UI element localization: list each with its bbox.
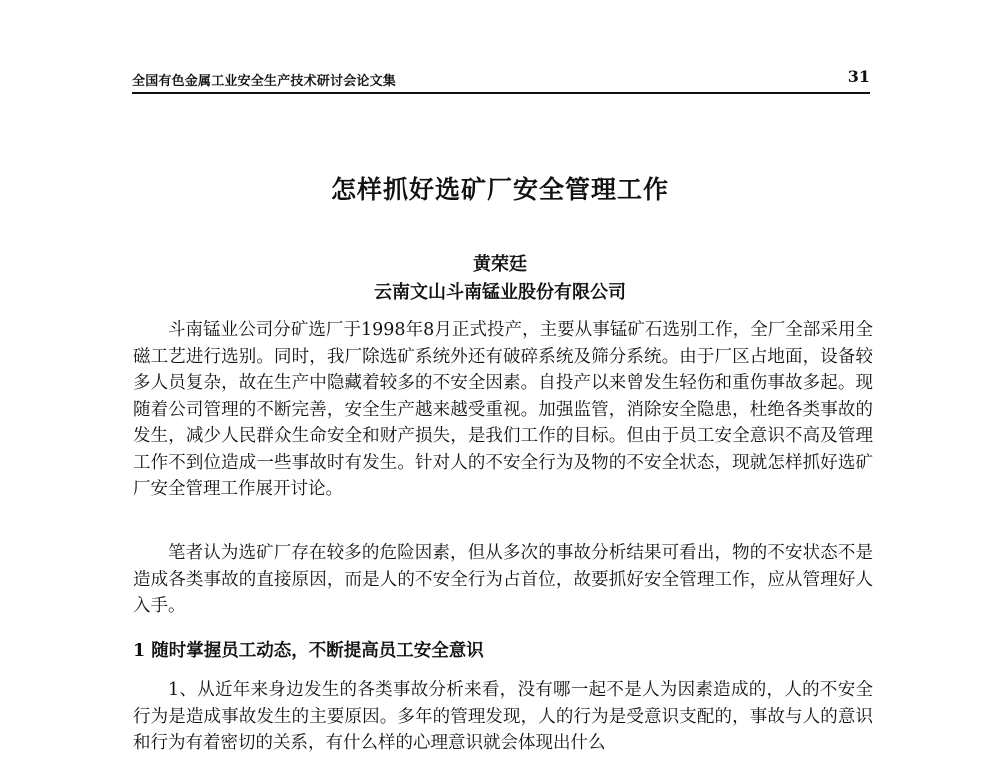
body-paragraph-intro: 斗南锰业公司分矿选厂于1998年8月正式投产，主要从事锰矿石选别工作，全厂全部采用全磁工艺进行选别。同时，我厂除选矿系统外还有破碎系统及筛分系统。由于厂区占地面，设备较多人员复杂，故在生产中隐藏着较多的不安全因素。自投产以来曾发生轻伤和重伤事故多起。现随着公司管理的不断完善，安全生产越来越受重视。加强监管，消除安全隐患，杜绝各类事故的发生，减少人民群众生命安全和财产损失，是我们工作的目标。但由于员工安全意识不高及管理工作不到位造成一些事故时有发生。针对人的不安全行为及物的不安全状态，现就怎样抓好选矿厂安全管理工作展开讨论。 xyxy=(133,320,873,499)
body-paragraph-section1: 1、从近年来身边发生的各类事故分析来看，没有哪一起不是人为因素造成的，人的不安全行为是造成事故发生的主要原因。多年的管理发现，人的行为是受意识支配的，事故与人的意识和行为有着密切的关系，有什么样的心理意识就会体现出什么 xyxy=(133,680,873,753)
section-heading-1: 1 随时掌握员工动态，不断提高员工安全意识 xyxy=(133,641,484,661)
article-title: 怎样抓好选矿厂安全管理工作 xyxy=(330,175,669,204)
body-paragraph-thesis: 笔者认为选矿厂存在较多的危险因素，但从多次的事故分析结果可看出，物的不安状态不是造成各类事故的直接原因，而是人的不安全行为占首位，故要抓好安全管理工作，应从管理好人入手。 xyxy=(133,543,873,616)
author-affiliation: 云南文山斗南锰业股份有限公司 xyxy=(374,282,626,303)
running-header xyxy=(132,68,870,94)
page-number: 31 xyxy=(847,67,870,86)
author-name: 黄荣廷 xyxy=(473,254,527,275)
journal-title: 全国有色金属工业安全生产技术研讨会论文集 xyxy=(132,74,397,89)
